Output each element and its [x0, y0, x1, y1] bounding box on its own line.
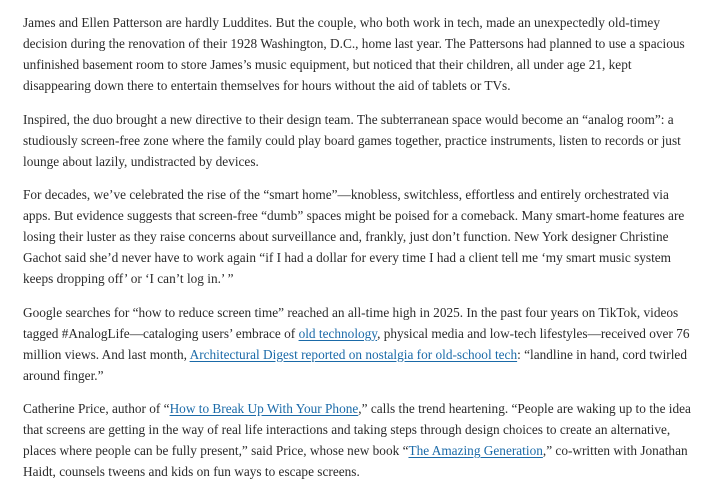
article-paragraph	[23, 184, 698, 289]
paragraph-text: For decades, we’ve celebrated the rise of the “smart home”—knobless, switchless, effortless and entirely orchestrated via apps. But evidence suggests that screen-free “dumb” spaces might be poised for a comeback. Many smart-home features are losing their luster as they raise concerns about surveillance and, frankly, just don’t function. New York designer Christine Gachot said she’d never have to work again “if I had a dollar for every time I had a client tell me ‘my smart music system keeps dropping off’ or ‘I can’t log in.’ ”	[23, 187, 685, 286]
article-body	[0, 12, 698, 482]
article-paragraph	[23, 109, 698, 172]
paragraph-text: : “landline in hand, cord twirled around finger.”	[23, 346, 687, 383]
paragraph-text: ,” calls the trend heartening. “People are waking up to the idea that screens are getting in the way of real life interactions and taking steps through design choices to create an alternative, places where people can be fully present,” said Price, whose new book “	[23, 401, 691, 458]
article-paragraph	[23, 398, 698, 482]
paragraph-text: James and Ellen Patterson are hardly Luddites. But the couple, who both work in tech, made an unexpectedly old-timey decision during the renovation of their 1928 Washington, D.C., home last year. The Pattersons had planned to use a spacious unfinished basement room to store James’s music equipment, but noticed that their children, all under age 21, kept disappearing down there to entertain themselves for hours without the aid of tablets or TVs.	[23, 15, 685, 93]
paragraph-text: Google searches for “how to reduce screen time” reached an all-time high in 2025. In the past four years on TikTok, videos tagged #AnalogLife—cataloging users’ embrace of	[23, 304, 679, 341]
paragraph-text: ,” co-written with Jonathan Haidt, counsels tweens and kids on fun ways to escape screens.	[23, 443, 688, 479]
link-old-technology[interactable]: old technology	[298, 325, 378, 341]
link-how-to-break-up-with-your-phone[interactable]: How to Break Up With Your Phone	[169, 401, 359, 416]
link-the-amazing-generation[interactable]: The Amazing Generation	[408, 443, 543, 458]
paragraph-text: , physical media and low-tech lifestyles—received over 76 million views. And last month,	[23, 325, 690, 362]
paragraph-text: Inspired, the duo brought a new directive to their design team. The subterranean space would become an “analog room”: a studiously screen-free zone where the family could play board games together, practice instruments, listen to records or just lounge about lazily, undistracted by devices.	[23, 111, 681, 169]
article-paragraph	[23, 12, 698, 96]
paragraph-text: Catherine Price, author of “	[23, 401, 170, 416]
article-paragraph	[23, 302, 698, 386]
link-architectural-digest[interactable]: Architectural Digest reported on nostalgia for old-school tech	[189, 346, 518, 362]
